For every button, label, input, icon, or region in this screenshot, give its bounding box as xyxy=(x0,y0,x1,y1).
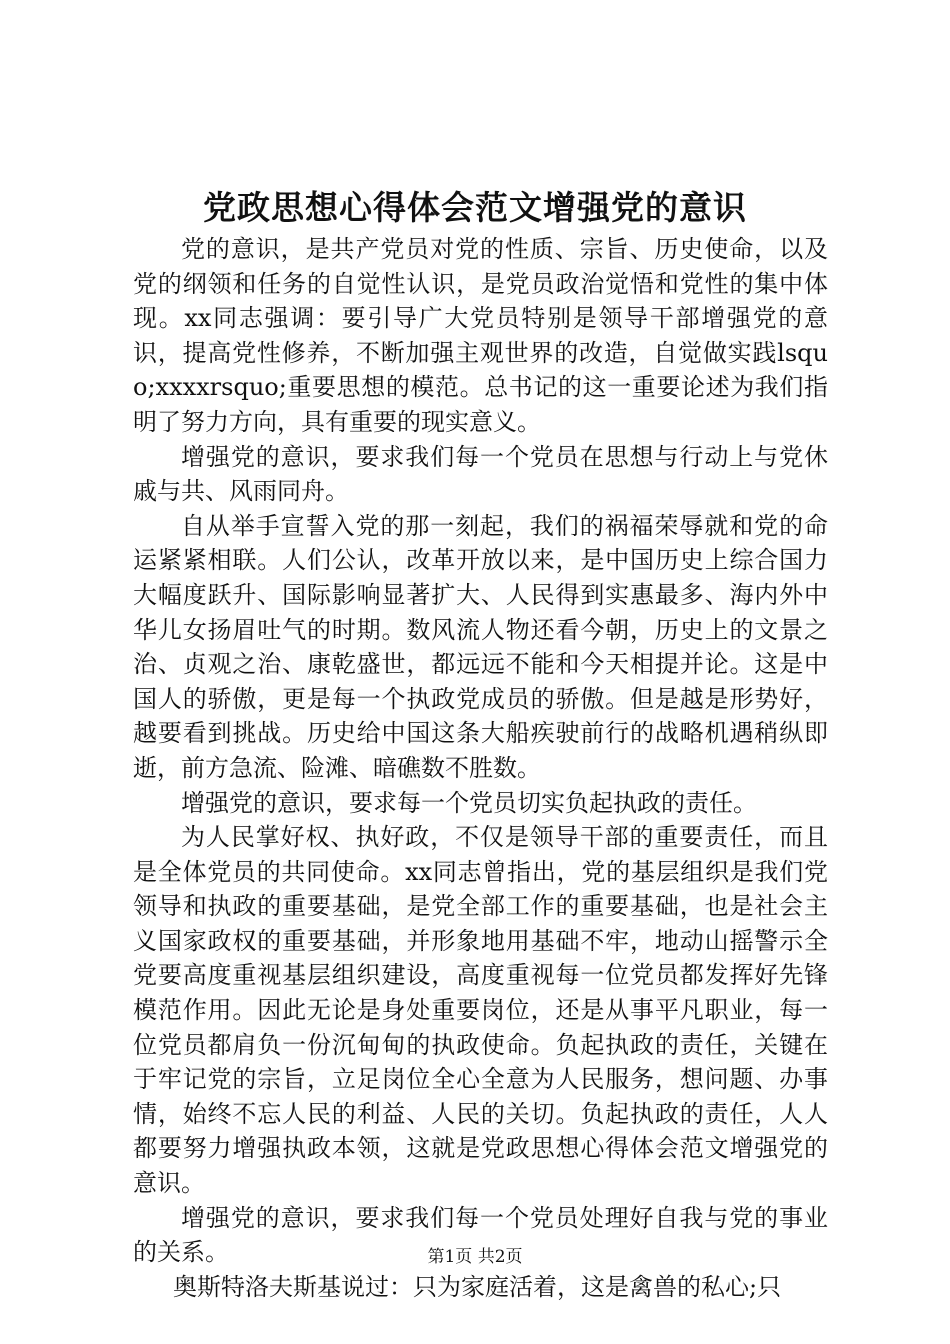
paragraph-2: 增强党的意识，要求我们每一个党员在思想与行动上与党休戚与共、风雨同舟。 xyxy=(133,442,828,506)
paragraph-5: 为人民掌好权、执好政，不仅是领导干部的重要责任，而且是全体党员的共同使命。xx同志曾指出，党的基层组织是我们党领导和执政的重要基础，是党全部工作的重要基础，也是社会主义国家政权的重要基础，并形象地用基础不牢，地动山摇警示全党要高度重视基层组织建设，高度重视每一位党员都发挥好先锋模范作用。因此无论是身处重要岗位，还是从事平凡职业，每一位党员都肩负一份沉甸甸的执政使命。负起执政的责任，关键在于牢记党的宗旨，立足岗位全心全意为人民服务，想问题、办事情，始终不忘人民的利益、人民的关切。负起执政的责任，人人都要努力增强执政本领，这就是党政思想心得体会范文增强党的意识。 xyxy=(133,823,828,1198)
paragraph-3: 自从举手宣誓入党的那一刻起，我们的祸福荣辱就和党的命运紧紧相联。人们公认，改革开放以来，是中国历史上综合国力大幅度跃升、国际影响显著扩大、人民得到实惠最多、海内外中华儿女扬眉吐气的时期。数风流人物还看今朝，历史上的文景之治、贞观之治、康乾盛世，都远远不能和今天相提并论。这是中国人的骄傲，更是每一个执政党成员的骄傲。但是越是形势好，越要看到挑战。历史给中国这条大船疾驶前行的战略机遇稍纵即逝，前方急流、险滩、暗礁数不胜数。 xyxy=(133,511,828,782)
page-number-footer: 第1页 共2页 xyxy=(427,1247,523,1267)
paragraph-7: 奥斯特洛夫斯基说过：只为家庭活着，这是禽兽的私心;只 xyxy=(173,1272,782,1301)
paragraph-4: 增强党的意识，要求每一个党员切实负起执政的责任。 xyxy=(181,788,757,817)
document-body xyxy=(133,232,828,1304)
paragraph-1: 党的意识，是共产党员对党的性质、宗旨、历史使命，以及党的纲领和任务的自觉性认识，是党员政治觉悟和党性的集中体现。xx同志强调：要引导广大党员特别是领导干部增强党的意识，提高党性修养，不断加强主观世界的改造，自觉做实践lsquo;xxxxrsquo;重要思想的模范。总书记的这一重要论述为我们指明了努力方向，具有重要的现实意义。 xyxy=(133,235,828,436)
document-title: 党政思想心得体会范文增强党的意识 xyxy=(203,188,747,227)
paragraph-6: 增强党的意识，要求我们每一个党员处理好自我与党的事业的关系。 xyxy=(133,1203,828,1267)
